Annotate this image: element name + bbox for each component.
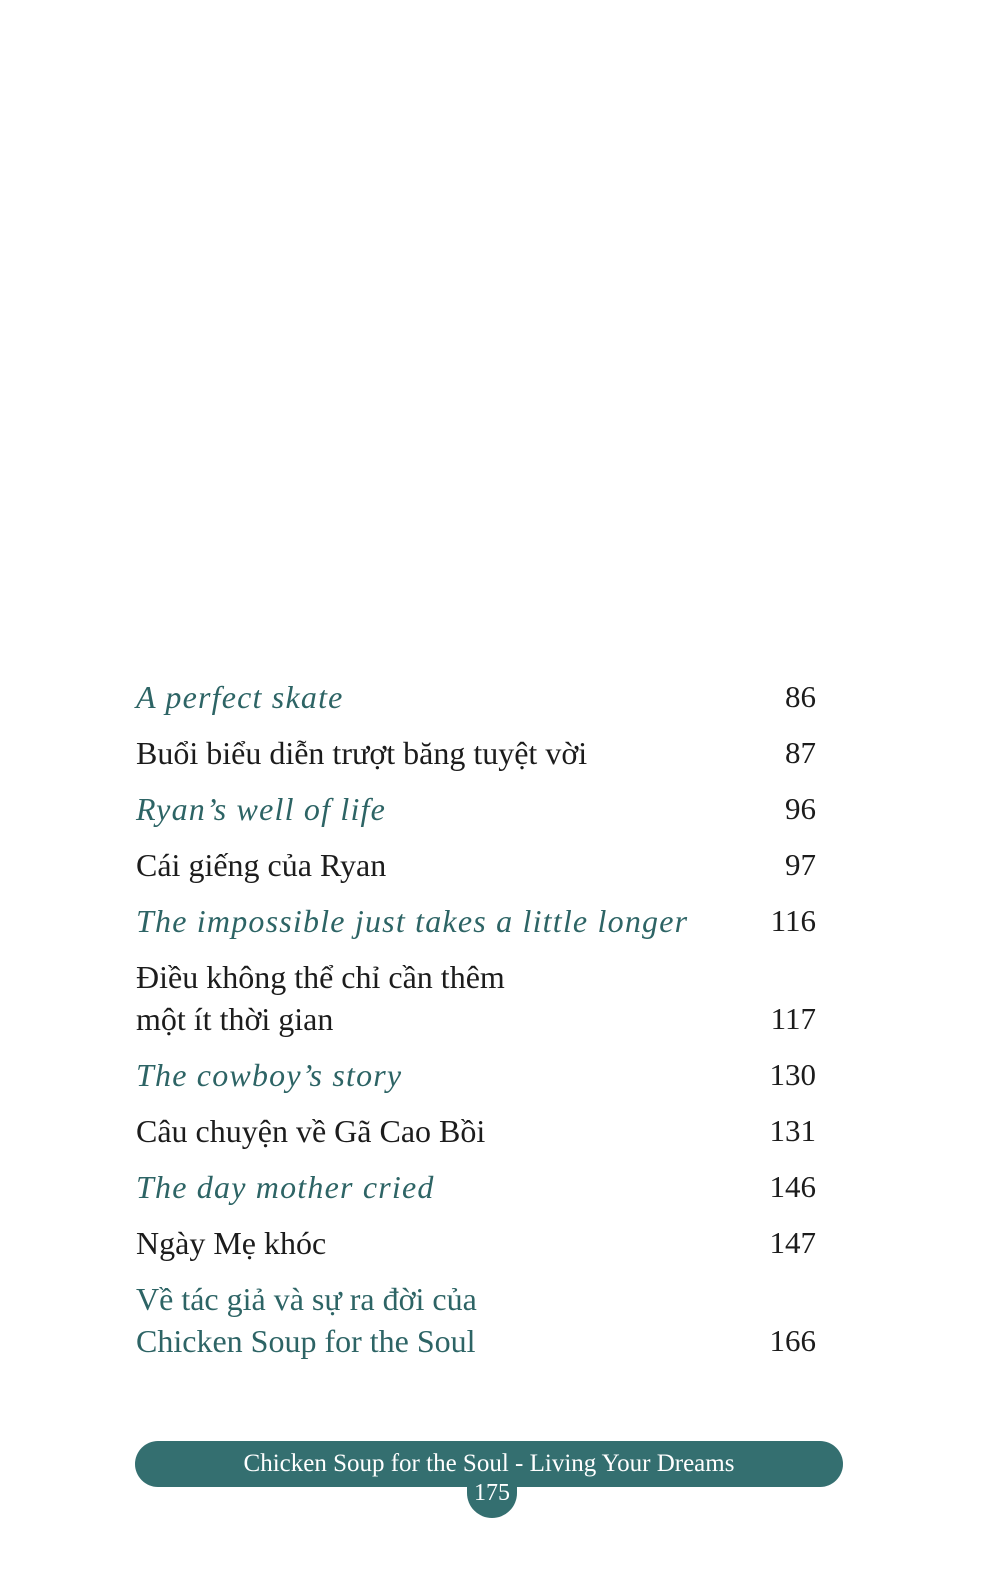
toc-entry[interactable]: [136, 900, 816, 942]
toc-entry-title-line: Ryan’s well of life: [136, 791, 387, 827]
toc-entry-title-line: The cowboy’s story: [136, 1057, 403, 1093]
toc-entry[interactable]: [136, 844, 816, 886]
toc-entry-title-line: một ít thời gian: [136, 1001, 334, 1037]
toc-entry-page: 96: [785, 791, 816, 826]
toc-entry[interactable]: [136, 1110, 816, 1152]
toc-entry-title-line: Cái giếng của Ryan: [136, 847, 387, 883]
page-number-badge: [467, 1478, 517, 1518]
toc-entry-page: 117: [770, 1001, 816, 1036]
toc-entry-title-line: Về tác giả và sự ra đời của: [136, 1281, 477, 1317]
footer-book-title: Chicken Soup for the Soul - Living Your Dreams: [243, 1450, 735, 1477]
toc-entry[interactable]: [136, 1054, 816, 1096]
toc-entry-page: 147: [769, 1225, 816, 1260]
toc-entry-title-line: Ngày Mẹ khóc: [136, 1225, 327, 1261]
toc-entry-title-line: Chicken Soup for the Soul: [136, 1323, 476, 1359]
toc-entry[interactable]: [136, 732, 816, 774]
toc-entry[interactable]: [136, 788, 816, 830]
table-of-contents: [136, 676, 816, 1376]
toc-entry[interactable]: [136, 676, 816, 718]
toc-entry-title-line: Câu chuyện về Gã Cao Bồi: [136, 1113, 486, 1149]
toc-entry-title-line: Buổi biểu diễn trượt băng tuyệt vời: [136, 735, 588, 771]
toc-entry-title: [136, 900, 688, 942]
toc-entry-page: 166: [769, 1323, 816, 1358]
page-number: 175: [474, 1480, 510, 1506]
toc-entry[interactable]: [136, 1166, 816, 1208]
toc-entry-page: 86: [785, 679, 816, 714]
toc-entry-title: [136, 1278, 477, 1362]
toc-entry-title: [136, 732, 587, 774]
toc-entry-page: 146: [769, 1169, 816, 1204]
toc-entry-page: 97: [785, 847, 816, 882]
toc-entry-page: 130: [769, 1057, 816, 1092]
toc-entry-title: [136, 956, 505, 1040]
toc-entry-title-line: A perfect skate: [136, 679, 344, 715]
toc-entry-title: [136, 844, 386, 886]
toc-entry-title: [136, 1110, 485, 1152]
toc-entry-title: [136, 1054, 402, 1096]
toc-entry-page: 116: [770, 903, 816, 938]
toc-entry[interactable]: [136, 1222, 816, 1264]
toc-entry-page: 87: [785, 735, 816, 770]
toc-entry-title: [136, 1222, 326, 1264]
toc-entry-page: 131: [769, 1113, 816, 1148]
toc-entry[interactable]: [136, 956, 816, 1040]
toc-entry-title-line: The impossible just takes a little longer: [136, 903, 689, 939]
toc-entry-title-line: The day mother cried: [136, 1169, 435, 1205]
toc-entry-title-line: Điều không thể chỉ cần thêm: [136, 959, 505, 995]
toc-entry-title: [136, 788, 386, 830]
toc-entry-title: [136, 676, 344, 718]
toc-entry-title: [136, 1166, 435, 1208]
toc-entry[interactable]: [136, 1278, 816, 1362]
